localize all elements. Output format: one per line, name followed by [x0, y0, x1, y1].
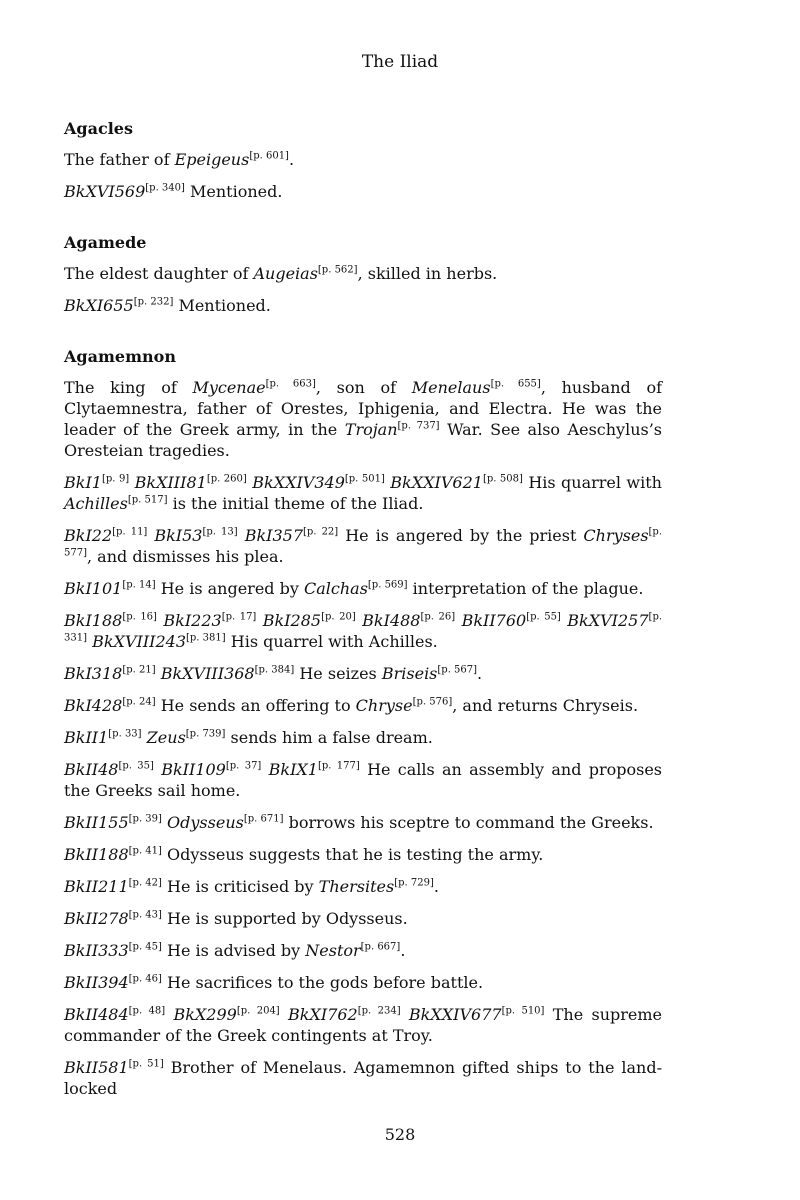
body-text: Mentioned.: [173, 296, 271, 315]
page-reference: [p. 22]: [303, 526, 339, 538]
body-text: War. See also Aeschylus’s Oresteian tragedies.: [64, 420, 663, 460]
reference-link[interactable]: Nestor: [305, 941, 361, 960]
body-text: He is angered by the priest: [338, 526, 584, 545]
entry-paragraph: [64, 940, 662, 961]
body-text: He is supported by Odysseus.: [161, 909, 408, 928]
page-reference: [p. 655]: [490, 378, 541, 390]
page-reference: [p. 567]: [437, 664, 478, 676]
entry-paragraph: [64, 578, 662, 599]
glossary-entry: [64, 346, 662, 1099]
body-text: , skilled in herbs.: [357, 264, 498, 283]
page-reference: [p. 232]: [133, 296, 174, 308]
page-reference: [p. 14]: [122, 579, 156, 591]
reference-link[interactable]: BkII760: [461, 611, 527, 630]
body-text: Mentioned.: [184, 182, 283, 201]
reference-link[interactable]: BkII211: [64, 877, 129, 896]
reference-link[interactable]: BkII48: [64, 760, 119, 779]
glossary-entry: [64, 118, 662, 202]
page-reference: [p. 234]: [357, 1005, 401, 1017]
body-text: sends him a false dream.: [225, 728, 433, 747]
page-reference: [p. 260]: [206, 473, 247, 485]
reference-link[interactable]: BkXVIII368: [160, 664, 255, 683]
page-reference: [p. 204]: [236, 1005, 280, 1017]
page-reference: [p. 381]: [186, 632, 226, 644]
body-text: [401, 1005, 409, 1024]
reference-link[interactable]: Achilles: [64, 494, 128, 513]
body-text: He sacrifices to the gods before battle.: [161, 973, 484, 992]
reference-link[interactable]: BkI188: [64, 611, 123, 630]
reference-link[interactable]: Thersites: [318, 877, 395, 896]
body-text: He is criticised by: [161, 877, 319, 896]
entry-paragraph: [64, 377, 662, 461]
page-reference: [p. 577]: [64, 526, 663, 559]
body-text: , son of: [315, 378, 412, 397]
reference-link[interactable]: Trojan: [344, 420, 398, 439]
reference-link[interactable]: Chryse: [355, 696, 413, 715]
page-reference: [p. 508]: [482, 473, 523, 485]
reference-link[interactable]: BkI357: [244, 526, 303, 545]
reference-link[interactable]: BkII484: [64, 1005, 129, 1024]
reference-link[interactable]: BkXXIV677: [408, 1005, 502, 1024]
reference-link[interactable]: BkXXIV349: [252, 473, 345, 492]
entry-paragraph: [64, 812, 662, 833]
page-reference: [p. 35]: [118, 760, 154, 772]
body-text: borrows his sceptre to command the Greeks.: [283, 813, 654, 832]
page-reference: [p. 517]: [127, 494, 168, 506]
body-text: Brother of Menelaus. Agamemnon gifted ships to the land-locked: [64, 1058, 662, 1098]
page-reference: [p. 55]: [526, 611, 561, 623]
page-reference: [p. 569]: [367, 579, 408, 591]
entry-paragraph: [64, 295, 662, 316]
glossary-content: [64, 118, 662, 1129]
entry-paragraph: [64, 610, 662, 652]
page-reference: [p. 42]: [128, 877, 162, 889]
glossary-entry: [64, 232, 662, 316]
reference-link[interactable]: BkI22: [64, 526, 113, 545]
body-text: His quarrel with Achilles.: [225, 632, 438, 651]
entry-paragraph: [64, 695, 662, 716]
reference-link[interactable]: BkI285: [262, 611, 322, 630]
page-reference: [p. 331]: [64, 611, 663, 644]
page-reference: [p. 737]: [397, 420, 440, 432]
page-reference: [p. 601]: [249, 150, 289, 162]
reference-link[interactable]: BkXVI257: [567, 611, 649, 630]
body-text: His quarrel with: [522, 473, 662, 492]
body-text: Odysseus suggests that he is testing the army.: [161, 845, 544, 864]
reference-link[interactable]: BkI1: [64, 473, 102, 492]
entry-paragraph: [64, 876, 662, 897]
page-reference: [p. 45]: [128, 941, 162, 953]
page-reference: [p. 39]: [128, 813, 162, 825]
reference-link[interactable]: BkX299: [173, 1005, 237, 1024]
reference-link[interactable]: Mycenae: [192, 378, 266, 397]
page-reference: [p. 13]: [202, 526, 238, 538]
page-reference: [p. 671]: [243, 813, 284, 825]
page-reference: [p. 37]: [225, 760, 262, 772]
entry-paragraph: [64, 727, 662, 748]
body-text: He sends an offering to: [155, 696, 356, 715]
reference-link[interactable]: BkII109: [161, 760, 226, 779]
entry-paragraph: [64, 1057, 662, 1099]
entry-paragraph: [64, 472, 662, 514]
body-text: He calls an assembly and proposes the Greeks sail home.: [64, 760, 663, 800]
page-reference: [p. 663]: [265, 378, 316, 390]
body-text: The supreme commander of the Greek contingents at Troy.: [64, 1005, 663, 1045]
body-text: , and dismisses his plea.: [87, 547, 284, 566]
body-text: , husband of Clytaemnestra, father of Orestes, Iphigenia, and Electra. He was the leader of the Greek army, in the: [64, 378, 663, 439]
entry-paragraph: [64, 844, 662, 865]
reference-link[interactable]: BkII155: [64, 813, 129, 832]
page-header-title: The Iliad: [361, 52, 439, 72]
reference-link[interactable]: BkI428: [64, 696, 123, 715]
reference-link[interactable]: Odysseus: [167, 813, 244, 832]
entry-paragraph: [64, 663, 662, 684]
body-text: .: [433, 877, 439, 896]
page-reference: [p. 177]: [317, 760, 360, 772]
body-text: is the initial theme of the Iliad.: [167, 494, 424, 513]
reference-link[interactable]: BkII333: [64, 941, 129, 960]
page-reference: [p. 576]: [412, 696, 453, 708]
page-reference: [p. 667]: [360, 941, 401, 953]
reference-link[interactable]: BkI488: [362, 611, 421, 630]
page-reference: [p. 20]: [321, 611, 356, 623]
body-text: The eldest daughter of: [64, 264, 254, 283]
page-reference: [p. 43]: [128, 909, 162, 921]
entry-paragraph: [64, 181, 662, 202]
reference-link[interactable]: BkII581: [64, 1058, 129, 1077]
reference-link[interactable]: Zeus: [146, 728, 186, 747]
reference-link[interactable]: Epeigeus: [174, 150, 250, 169]
page-reference: [p. 26]: [420, 611, 456, 623]
reference-link[interactable]: BkI101: [64, 579, 123, 598]
reference-link[interactable]: Briseis: [381, 664, 438, 683]
entry-heading: Agamemnon: [64, 347, 176, 366]
page-reference: [p. 33]: [108, 728, 142, 740]
page-number: 528: [384, 1125, 416, 1144]
body-text: He seizes: [294, 664, 382, 683]
reference-link[interactable]: BkI223: [163, 611, 222, 630]
body-text: , and returns Chryseis.: [452, 696, 639, 715]
page-reference: [p. 17]: [221, 611, 257, 623]
body-text: [280, 1005, 288, 1024]
reference-link[interactable]: BkXIII81: [134, 473, 207, 492]
reference-link[interactable]: BkII1: [64, 728, 109, 747]
reference-link[interactable]: BkXXIV621: [390, 473, 483, 492]
entry-paragraph: [64, 759, 662, 801]
body-text: [261, 760, 268, 779]
reference-link[interactable]: Calchas: [303, 579, 368, 598]
body-text: The father of: [64, 150, 175, 169]
reference-link[interactable]: BkII278: [64, 909, 129, 928]
entry-paragraph: [64, 263, 662, 284]
entry-paragraph: [64, 525, 662, 567]
reference-link[interactable]: BkI53: [154, 526, 203, 545]
entry-paragraph: [64, 972, 662, 993]
body-text: He is advised by: [161, 941, 306, 960]
page-reference: [p. 24]: [122, 696, 156, 708]
reference-link[interactable]: BkXVIII243: [92, 632, 186, 651]
reference-link[interactable]: Menelaus: [411, 378, 491, 397]
body-text: [238, 526, 245, 545]
reference-link[interactable]: Augeias: [253, 264, 318, 283]
page-reference: [p. 739]: [185, 728, 226, 740]
page-reference: [p. 46]: [128, 973, 162, 985]
entry-heading: Agamede: [64, 233, 147, 252]
page-reference: [p. 562]: [317, 264, 358, 276]
entry-paragraph: [64, 149, 662, 170]
page-reference: [p. 510]: [501, 1005, 545, 1017]
entry-paragraph: [64, 908, 662, 929]
body-text: .: [288, 150, 295, 169]
page-reference: [p. 9]: [101, 473, 130, 485]
reference-link[interactable]: BkII188: [64, 845, 129, 864]
page-reference: [p. 51]: [128, 1058, 164, 1070]
entry-heading: Agacles: [64, 119, 133, 138]
reference-link[interactable]: BkI318: [64, 664, 123, 683]
reference-link[interactable]: BkXI762: [288, 1005, 358, 1024]
body-text: .: [477, 664, 483, 683]
body-text: interpretation of the plague.: [407, 579, 644, 598]
entry-paragraph: [64, 1004, 662, 1046]
page-reference: [p. 41]: [128, 845, 162, 857]
body-text: The king of: [64, 378, 193, 397]
reference-link[interactable]: BkXVI569: [64, 182, 146, 201]
page-reference: [p. 21]: [122, 664, 156, 676]
reference-link[interactable]: BkII394: [64, 973, 129, 992]
page-reference: [p. 729]: [394, 877, 434, 889]
body-text: He is angered by: [155, 579, 304, 598]
reference-link[interactable]: BkXI655: [64, 296, 134, 315]
reference-link[interactable]: BkIX1: [268, 760, 318, 779]
page-reference: [p. 11]: [112, 526, 148, 538]
reference-link[interactable]: Chryses: [583, 526, 649, 545]
page-reference: [p. 48]: [128, 1005, 166, 1017]
page-reference: [p. 501]: [344, 473, 385, 485]
page-reference: [p. 16]: [122, 611, 157, 623]
body-text: .: [400, 941, 406, 960]
page-reference: [p. 384]: [254, 664, 295, 676]
page-reference: [p. 340]: [145, 182, 185, 194]
